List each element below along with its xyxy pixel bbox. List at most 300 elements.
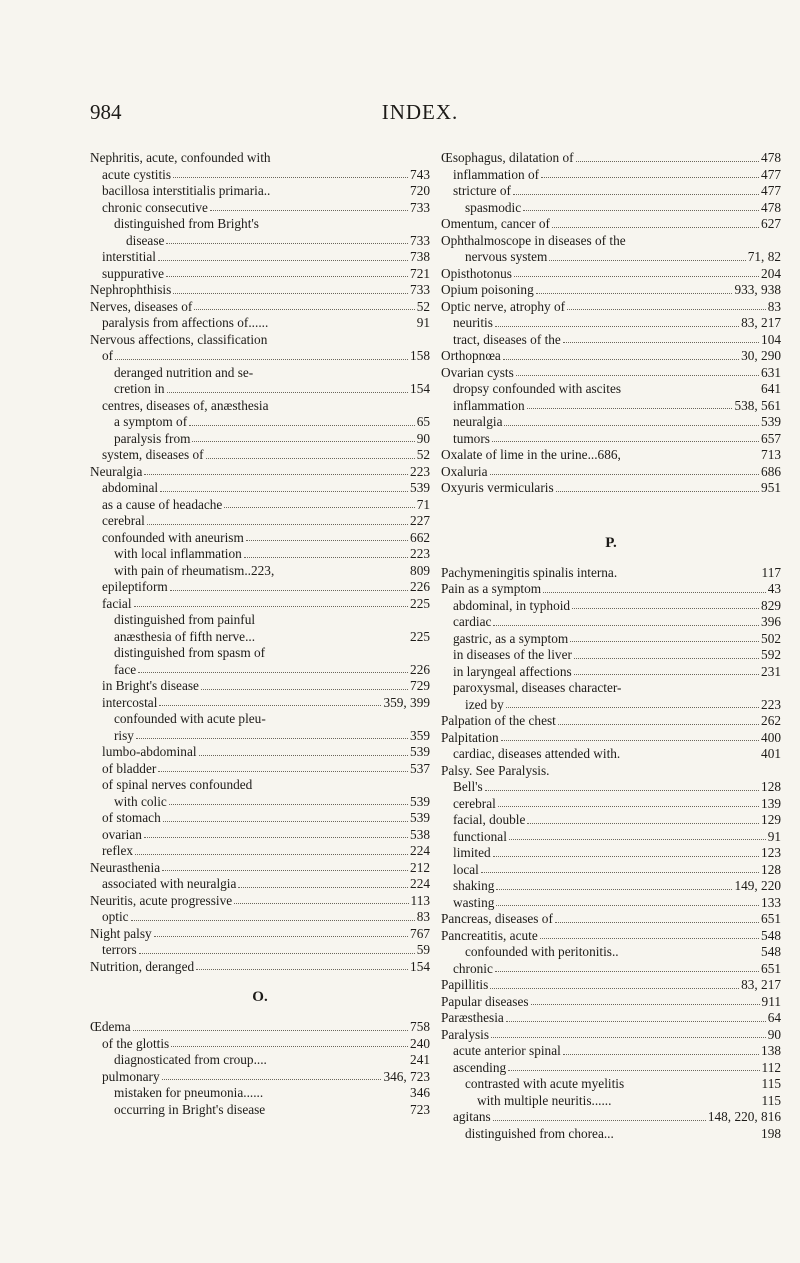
index-entry <box>90 398 430 415</box>
section-letter-o: O. <box>252 989 268 1005</box>
index-entry-page: 400 <box>761 729 781 745</box>
index-entry <box>441 697 781 714</box>
dot-leader <box>169 804 408 805</box>
dot-leader <box>563 342 759 343</box>
index-entry-page: 537 <box>410 760 430 776</box>
index-entry <box>441 631 781 648</box>
index-entry <box>441 944 781 961</box>
index-entry-text: as a cause of headache <box>102 496 223 512</box>
index-entry <box>441 895 781 912</box>
index-entry-page: 83 <box>416 909 430 924</box>
index-entry <box>441 647 781 664</box>
index-entry-text: abdominal, in typhoid <box>453 597 571 613</box>
dot-leader <box>552 227 759 228</box>
index-entry-text: local <box>453 861 479 877</box>
index-entry <box>90 761 430 778</box>
index-entry-page: 758 <box>410 1019 430 1034</box>
index-entry-text: in diseases of the liver <box>453 647 572 662</box>
index-entry <box>441 431 781 448</box>
dot-leader <box>246 540 408 541</box>
index-entry-text: shaking <box>453 878 495 893</box>
index-entry <box>90 414 430 431</box>
index-entry <box>441 763 781 780</box>
index-entry-page: 733 <box>410 199 430 215</box>
index-entry <box>441 299 781 316</box>
index-entry-page: 90 <box>416 430 430 446</box>
index-entry <box>90 464 430 481</box>
dot-leader <box>144 474 408 475</box>
page-number: 984 <box>90 100 122 124</box>
index-entry-text: Pachymeningitis spinalis interna. <box>441 564 618 580</box>
index-entry <box>441 447 781 464</box>
index-entry-page: 721 <box>410 265 430 281</box>
index-entry <box>441 348 781 365</box>
index-entry-page: 662 <box>410 529 430 545</box>
index-entry-text: Papular diseases <box>441 993 529 1009</box>
index-entry-page: 226 <box>410 579 430 594</box>
index-entry <box>90 728 430 745</box>
index-entry-text: confounded with aneurism <box>102 529 244 545</box>
index-entry <box>90 431 430 448</box>
index-entry <box>90 249 430 266</box>
index-entry-text: Opium poisoning <box>441 282 534 297</box>
index-entry <box>441 1027 781 1044</box>
index-entry-text: dropsy confounded with ascites <box>453 381 622 396</box>
index-entry-text: paralysis from <box>114 430 191 446</box>
index-entry-page: 641 <box>761 381 781 396</box>
index-entry <box>441 216 781 233</box>
dot-leader <box>189 425 415 426</box>
index-entry-text: Palpation of the chest <box>441 713 556 728</box>
index-entry-text: risy <box>114 727 134 743</box>
index-entry-text: stricture of <box>453 183 511 198</box>
index-entry <box>90 794 430 811</box>
index-entry-page: 113 <box>410 892 430 908</box>
index-entry-text: Nervous affections, classification <box>90 331 268 347</box>
index-entry-page: 115 <box>761 1092 781 1108</box>
index-entry-page: 539 <box>410 744 430 759</box>
index-entry <box>90 513 430 530</box>
index-entry <box>441 664 781 681</box>
dot-leader <box>527 408 733 409</box>
dot-leader <box>490 474 760 475</box>
dot-leader <box>555 922 759 923</box>
index-entry-page: 911 <box>761 993 781 1009</box>
dot-leader <box>224 507 414 508</box>
section-p-entries-list <box>441 565 781 1143</box>
index-entry-page: 133 <box>761 894 781 910</box>
index-entry <box>90 860 430 877</box>
dot-leader <box>133 1030 408 1031</box>
index-entry <box>441 928 781 945</box>
index-entry <box>90 480 430 497</box>
index-entry-page: 138 <box>761 1043 781 1058</box>
index-entry-page: 627 <box>761 216 781 231</box>
index-entry-text: Oxaluria <box>441 463 488 479</box>
dot-leader <box>199 755 409 756</box>
dot-leader <box>171 1046 408 1047</box>
index-entry-text: anæsthesia of fifth nerve... <box>114 628 256 644</box>
index-entry <box>90 662 430 679</box>
index-entry-text: Nephritis, acute, confounded with <box>90 150 271 165</box>
index-entry <box>90 530 430 547</box>
index-entry <box>441 845 781 862</box>
index-entry-text: Omentum, cancer of <box>441 216 550 231</box>
index-entry-page: 651 <box>761 960 781 976</box>
index-entry-text: abdominal <box>102 480 159 495</box>
index-entry-text: Palsy. See Paralysis. <box>441 762 550 778</box>
index-entry-page: 738 <box>410 249 430 264</box>
index-entry-page: 225 <box>410 628 430 644</box>
index-entry-text: neuritis <box>453 315 493 330</box>
index-entry-page: 548 <box>761 944 781 959</box>
index-entry <box>441 680 781 697</box>
index-entry-page: 809 <box>410 562 430 578</box>
index-entry <box>441 282 781 299</box>
index-entry-page: 686 <box>761 463 781 479</box>
index-entry-text: Oxalate of lime in the urine...686, <box>441 447 621 462</box>
index-entry-page: 720 <box>410 183 430 198</box>
index-entry-text: Optic nerve, atrophy of <box>441 298 566 314</box>
index-entry-text: Opisthotonus <box>441 265 512 281</box>
index-entry-text: suppurative <box>102 265 165 281</box>
index-entry-page: 223 <box>410 463 430 479</box>
dot-leader <box>136 738 408 739</box>
index-entry-page: 115 <box>761 1076 781 1091</box>
index-entry-text: Night palsy <box>90 925 152 941</box>
index-entry <box>441 961 781 978</box>
dot-leader <box>173 293 408 294</box>
index-entry <box>441 266 781 283</box>
index-entry-page: 933, 938 <box>734 282 781 297</box>
index-entry-text: in Bright's disease <box>102 678 199 693</box>
dot-leader <box>485 790 759 791</box>
dot-leader <box>170 590 408 591</box>
index-entry <box>90 150 430 167</box>
index-entry-page: 30, 290 <box>741 348 781 363</box>
index-entry <box>90 200 430 217</box>
dot-leader <box>115 359 408 360</box>
dot-leader <box>541 177 759 178</box>
index-entry-page: 733 <box>410 282 430 297</box>
dot-leader <box>501 740 759 741</box>
index-entry <box>90 266 430 283</box>
dot-leader <box>162 1079 382 1080</box>
index-entry-page: 59 <box>416 942 430 957</box>
index-entry-page: 401 <box>761 746 781 761</box>
index-entry-page: 148, 220, 816 <box>707 1109 781 1124</box>
index-entry <box>441 1093 781 1110</box>
index-entry-page: 90 <box>767 1026 781 1042</box>
index-entry-page: 539 <box>410 810 430 825</box>
dot-leader <box>206 458 415 459</box>
index-entry <box>441 779 781 796</box>
dot-leader <box>234 903 408 904</box>
index-entry-text: Paræsthesia <box>441 1010 504 1025</box>
index-entry-page: 743 <box>410 166 430 182</box>
index-entry-text: neuralgia <box>453 414 503 429</box>
index-entry <box>441 332 781 349</box>
index-entry-text: facial <box>102 595 132 611</box>
index-entry-page: 198 <box>761 1125 781 1141</box>
index-entry-page: 539 <box>761 414 781 429</box>
dot-leader <box>194 309 414 310</box>
index-entry-page: 123 <box>761 845 781 860</box>
index-entry-page: 713 <box>761 447 781 462</box>
index-entry-page: 204 <box>761 265 781 281</box>
index-entry-text: functional <box>453 828 507 844</box>
dot-leader <box>558 724 759 725</box>
index-entry <box>441 200 781 217</box>
index-entry-text: face <box>114 661 137 677</box>
index-entry-text: deranged nutrition and se- <box>114 364 254 380</box>
dot-leader <box>167 392 408 393</box>
index-entry <box>441 862 781 879</box>
dot-leader <box>201 689 408 690</box>
index-entry-page: 631 <box>761 364 781 380</box>
index-entry-page: 951 <box>761 480 781 495</box>
index-entry-page: 241 <box>410 1052 430 1067</box>
index-entry-text: bacillosa interstitialis primaria.. <box>102 183 271 198</box>
index-entry-text: of the glottis <box>102 1035 170 1051</box>
index-entry-text: Palpitation <box>441 729 499 745</box>
index-entry <box>441 977 781 994</box>
index-entry-text: centres, diseases of, anæsthesia <box>102 397 269 413</box>
index-entry-text: cardiac, diseases attended with. <box>453 746 621 761</box>
index-entry <box>90 497 430 514</box>
dot-leader <box>513 194 759 195</box>
index-entry-page: 592 <box>761 647 781 662</box>
index-entry-text: limited <box>453 845 491 860</box>
index-entry-page: 539 <box>410 480 430 495</box>
index-entry-text: inflammation of <box>453 166 540 182</box>
index-entry <box>90 645 430 662</box>
index-entry <box>90 579 430 596</box>
index-entry-text: intercostal <box>102 694 158 710</box>
index-entry-page: 539 <box>410 793 430 809</box>
dot-leader <box>144 837 408 838</box>
index-entry-text: with colic <box>114 793 167 809</box>
index-entry <box>441 150 781 167</box>
dot-leader <box>134 606 409 607</box>
index-entry-text: Pancreas, diseases of <box>441 911 553 926</box>
index-entry-text: Nerves, diseases of <box>90 298 193 314</box>
dot-leader <box>508 1070 759 1071</box>
index-entry <box>90 827 430 844</box>
dot-leader <box>159 705 381 706</box>
index-entry-text: nervous system <box>465 249 548 264</box>
index-entry-page: 502 <box>761 630 781 646</box>
dot-leader <box>495 326 739 327</box>
index-entry <box>90 596 430 613</box>
dot-leader <box>238 887 408 888</box>
index-entry <box>90 942 430 959</box>
index-entry-text: terrors <box>102 942 137 957</box>
index-entry-text: gastric, as a symptom <box>453 630 569 646</box>
page-header <box>90 100 750 130</box>
index-entry <box>90 1036 430 1053</box>
dot-leader <box>162 870 408 871</box>
index-entry-page: 128 <box>761 779 781 794</box>
index-entry-text: agitans <box>453 1109 491 1124</box>
dot-leader <box>158 771 408 772</box>
section-letter-p: P. <box>605 534 617 551</box>
dot-leader <box>490 988 739 989</box>
index-entry <box>90 365 430 382</box>
index-entry <box>441 812 781 829</box>
index-entry-page: 538 <box>410 826 430 842</box>
index-entry-text: Orthopnœa <box>441 348 501 363</box>
index-entry-page: 65 <box>416 414 430 429</box>
index-entry <box>90 612 430 629</box>
dot-leader <box>570 641 759 642</box>
index-entry <box>90 1052 430 1069</box>
index-entry-page: 226 <box>410 661 430 677</box>
dot-leader <box>509 839 766 840</box>
index-entry <box>90 744 430 761</box>
index-entry <box>441 829 781 846</box>
index-entry-text: with pain of rheumatism..223, <box>114 562 275 578</box>
index-entry-text: Bell's <box>453 779 483 794</box>
left-column <box>90 150 430 1118</box>
index-entry <box>90 893 430 910</box>
index-entry <box>441 1010 781 1027</box>
index-entry <box>90 629 430 646</box>
index-entry-text: associated with neuralgia <box>102 876 237 891</box>
dot-leader <box>493 1120 706 1121</box>
left-entries-list <box>90 150 430 975</box>
dot-leader <box>493 625 759 626</box>
index-entry <box>441 730 781 747</box>
index-entry-text: acute anterior spinal <box>453 1043 561 1058</box>
dot-leader <box>549 260 745 261</box>
index-entry-text: inflammation <box>453 397 525 413</box>
index-entry <box>90 315 430 332</box>
index-entry-page: 223 <box>410 546 430 561</box>
index-entry-page: 829 <box>761 597 781 613</box>
dot-leader <box>491 1037 766 1038</box>
index-entry-text: wasting <box>453 894 495 910</box>
index-entry-text: confounded with peritonitis.. <box>465 944 619 959</box>
index-entry-page: 538, 561 <box>734 397 781 413</box>
dot-leader <box>166 276 408 277</box>
index-entry-text: mistaken for pneumonia...... <box>114 1085 264 1100</box>
dot-leader <box>495 971 759 972</box>
index-entry-page: 112 <box>761 1059 781 1075</box>
dot-leader <box>131 920 415 921</box>
index-entry-text: Neuralgia <box>90 463 143 479</box>
index-entry <box>441 167 781 184</box>
index-entry-text: of <box>102 348 114 363</box>
index-entry-page: 548 <box>761 927 781 943</box>
index-entry-page: 83 <box>767 298 781 314</box>
index-entry <box>90 299 430 316</box>
index-entry <box>90 695 430 712</box>
index-entry <box>90 909 430 926</box>
index-entry <box>90 183 430 200</box>
dot-leader <box>481 872 759 873</box>
index-entry-text: paralysis from affections of...... <box>102 315 269 330</box>
index-entry <box>441 581 781 598</box>
dot-leader <box>574 674 759 675</box>
index-entry-text: epileptiform <box>102 579 168 594</box>
dot-leader <box>138 672 408 673</box>
index-entry <box>441 464 781 481</box>
dot-leader <box>523 210 759 211</box>
index-entry <box>441 1109 781 1126</box>
index-entry <box>441 183 781 200</box>
index-entry-text: cardiac <box>453 614 492 629</box>
index-entry-text: of spinal nerves confounded <box>102 777 253 792</box>
dot-leader <box>506 1021 766 1022</box>
index-entry <box>90 876 430 893</box>
dot-leader <box>516 375 759 376</box>
dot-leader <box>496 889 732 890</box>
index-entry-page: 477 <box>761 166 781 182</box>
index-entry <box>441 1076 781 1093</box>
dot-leader <box>147 524 408 525</box>
index-entry-page: 651 <box>761 911 781 926</box>
index-entry-page: 91 <box>767 828 781 844</box>
index-entry-text: distinguished from painful <box>114 612 256 627</box>
index-entry-page: 128 <box>761 861 781 877</box>
index-entry-text: acute cystitis <box>102 166 172 182</box>
index-entry-page: 262 <box>761 713 781 728</box>
index-entry <box>90 843 430 860</box>
index-entry-page: 346, 723 <box>383 1068 430 1084</box>
index-entry-page: 71, 82 <box>747 249 781 264</box>
index-entry <box>90 1102 430 1119</box>
index-entry-text: cerebral <box>453 795 496 811</box>
index-entry-text: chronic <box>453 960 493 976</box>
index-entry-text: pulmonary <box>102 1068 160 1084</box>
index-entry-text: distinguished from spasm of <box>114 645 266 660</box>
dot-leader <box>160 491 408 492</box>
index-entry-text: Ophthalmoscope in diseases of the <box>441 232 626 248</box>
index-entry <box>90 546 430 563</box>
right-entries-list <box>441 150 781 497</box>
index-entry <box>90 381 430 398</box>
index-entry-page: 52 <box>416 298 430 314</box>
dot-leader <box>536 293 733 294</box>
index-entry <box>90 282 430 299</box>
index-entry-page: 158 <box>410 348 430 363</box>
dot-leader <box>572 608 759 609</box>
index-entry-page: 129 <box>761 812 781 827</box>
dot-leader <box>543 592 766 593</box>
index-entry-text: tract, diseases of the <box>453 331 561 347</box>
index-entry <box>441 614 781 631</box>
index-entry-page: 104 <box>761 331 781 347</box>
index-entry <box>90 563 430 580</box>
index-entry <box>441 233 781 250</box>
dot-leader <box>563 1054 759 1055</box>
index-entry-text: facial, double <box>453 812 526 827</box>
index-entry-text: Neuritis, acute progressive <box>90 892 233 908</box>
index-entry-page: 212 <box>410 859 430 875</box>
index-entry-page: 478 <box>761 199 781 215</box>
index-entry-text: confounded with acute pleu- <box>114 711 266 726</box>
index-entry <box>441 381 781 398</box>
index-entry-text: reflex <box>102 843 134 858</box>
dot-leader <box>514 276 759 277</box>
index-entry-text: ized by <box>465 696 504 712</box>
index-entry <box>441 398 781 415</box>
index-entry-text: Nutrition, deranged <box>90 958 195 974</box>
index-entry <box>90 167 430 184</box>
dot-leader <box>493 856 759 857</box>
index-entry-text: system, diseases of <box>102 447 204 462</box>
